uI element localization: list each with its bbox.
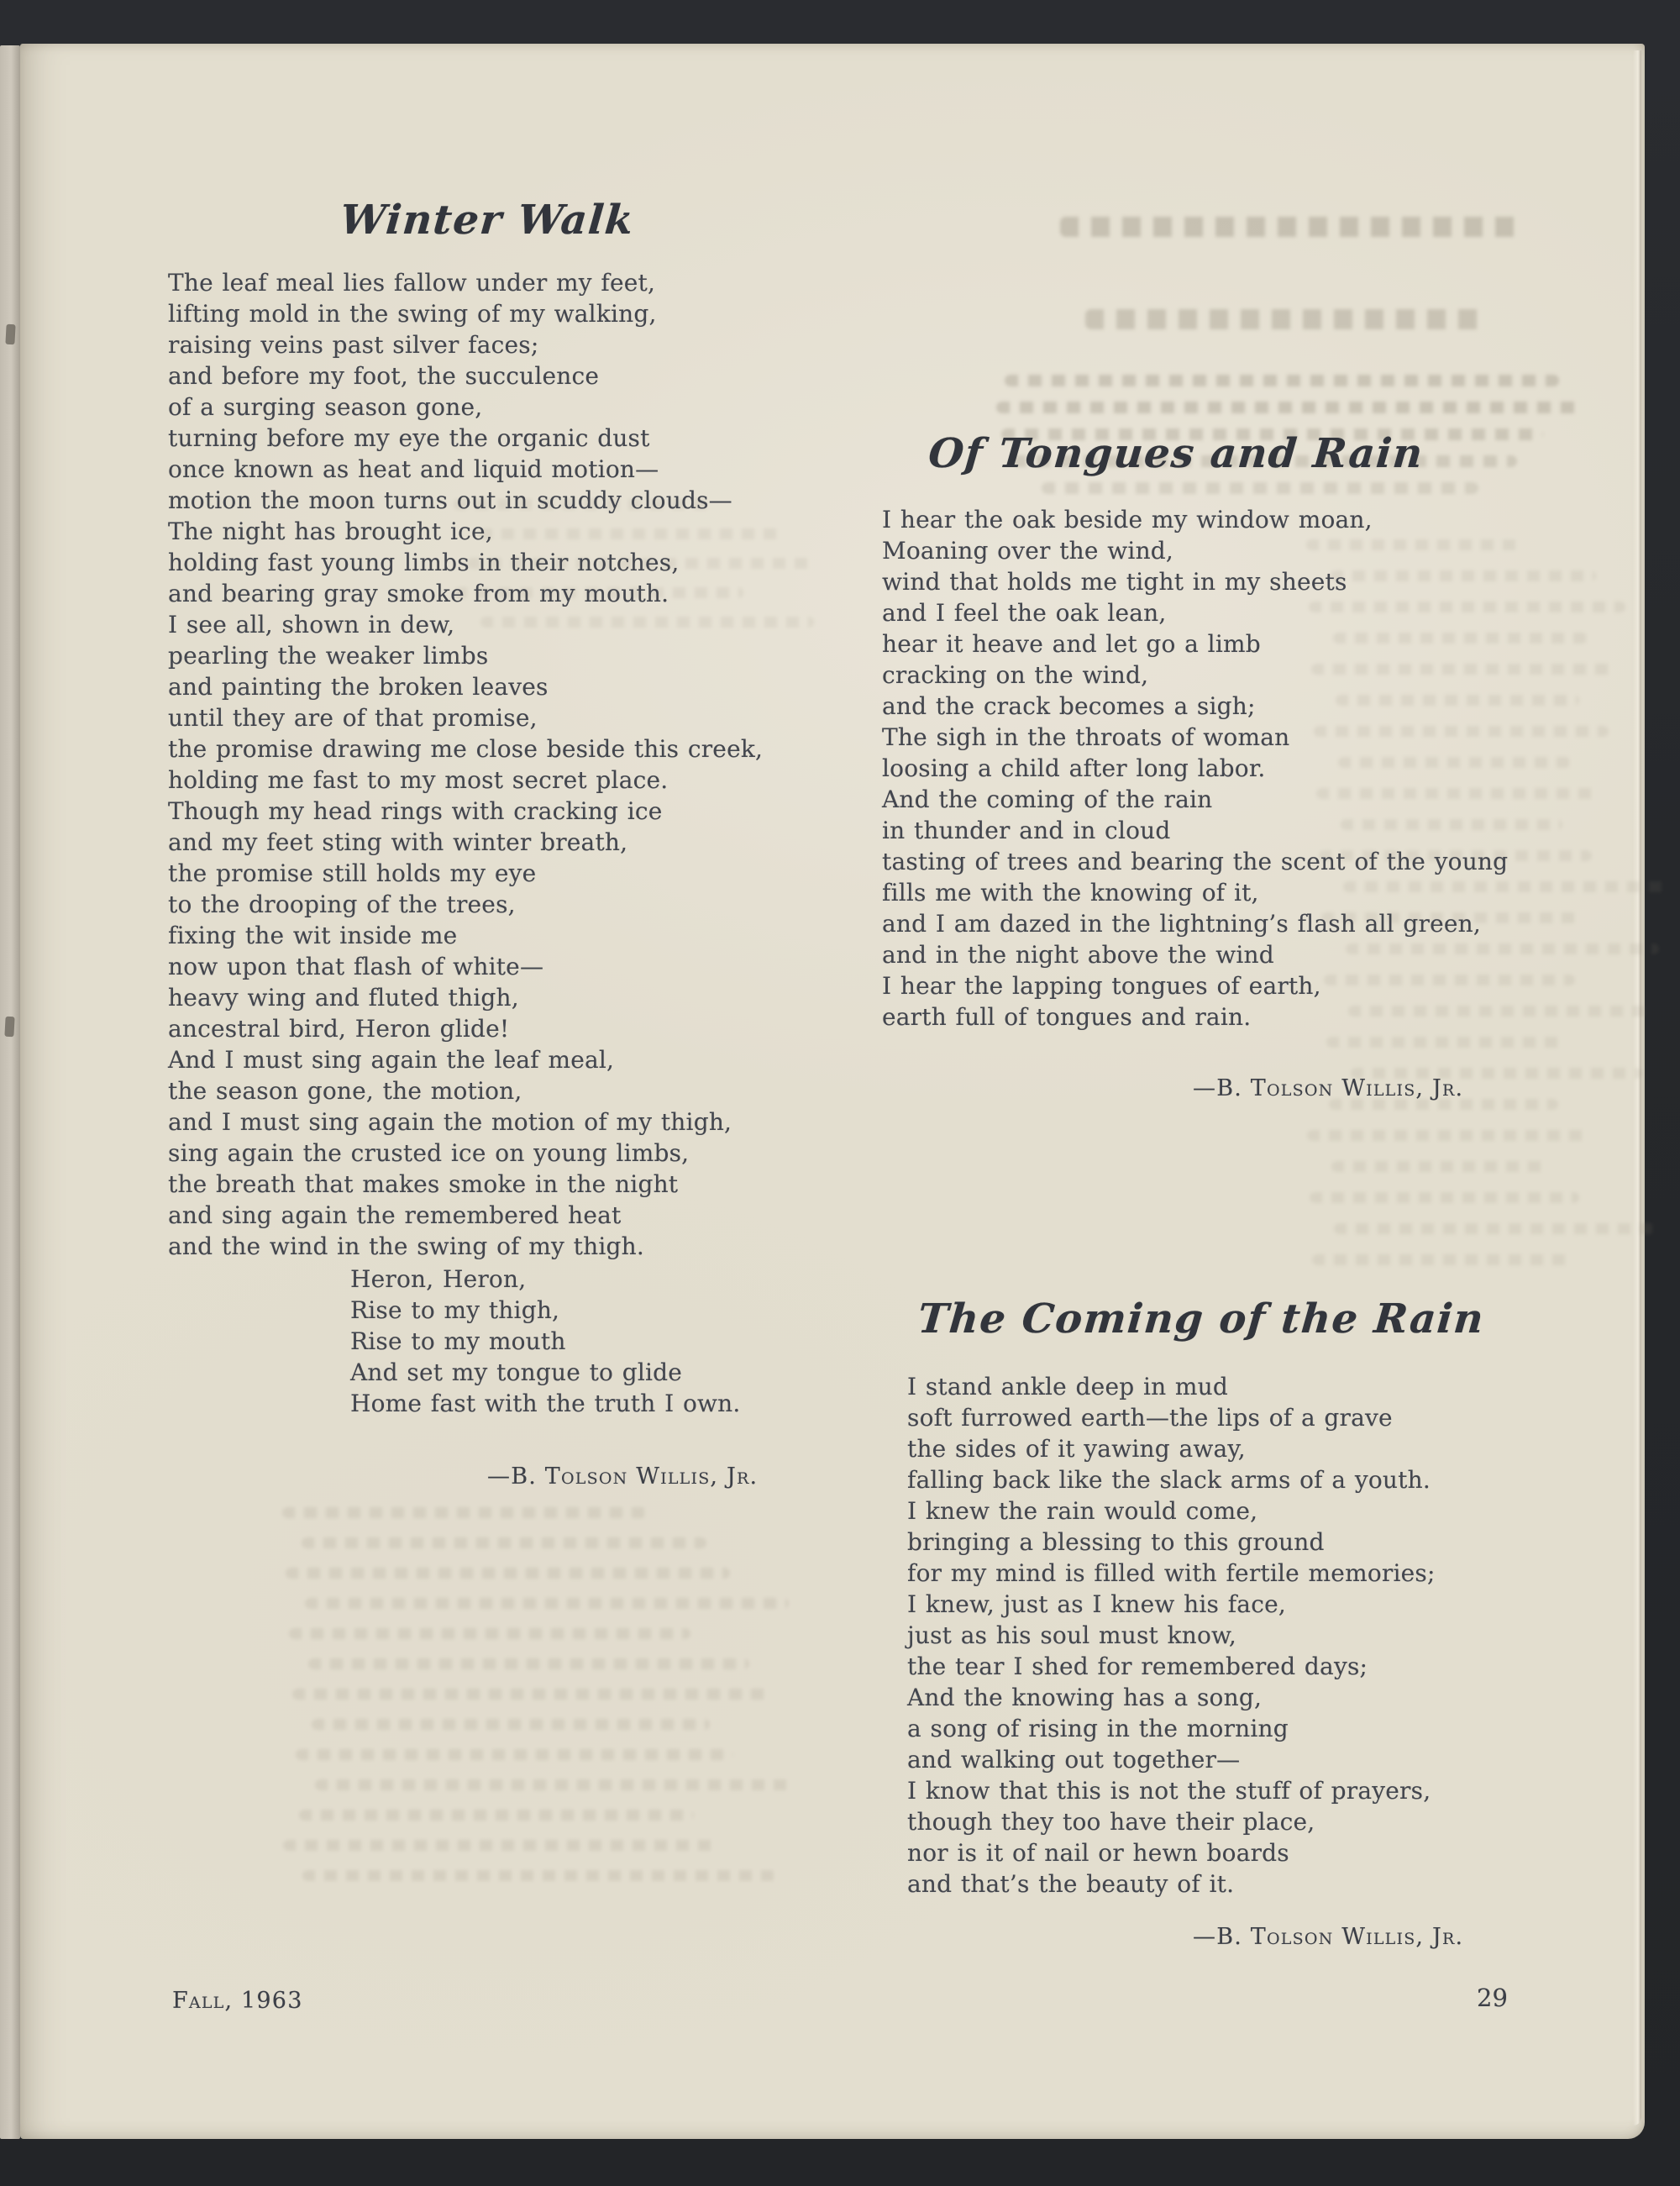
bleed-through-smudge xyxy=(996,402,1580,413)
bleed-through-smudge xyxy=(302,1870,776,1881)
poem-line: earth full of tongues and rain. xyxy=(882,1003,1252,1031)
poem-line: heavy wing and fluted thigh, xyxy=(168,984,519,1012)
poem-line: just as his soul must know, xyxy=(907,1621,1236,1649)
bleed-through-smudge xyxy=(1307,1130,1588,1141)
poem-line: a song of rising in the morning xyxy=(907,1715,1289,1742)
poem-winter-walk-refrain xyxy=(350,1264,821,1419)
poem-title-of-tongues-and-rain: Of Tongues and Rain xyxy=(927,430,1425,477)
poem-line: the sides of it yawing away, xyxy=(907,1435,1246,1463)
poem-line: sing again the crusted ice on young limbs, xyxy=(168,1139,690,1167)
bleed-through-smudge xyxy=(308,1658,749,1669)
bleed-through-smudge xyxy=(1331,1161,1550,1172)
poem-line: once known as heat and liquid motion— xyxy=(168,455,659,483)
poem-line: tasting of trees and bearing the scent of the young xyxy=(882,848,1509,875)
bleed-through-smudge xyxy=(292,1689,773,1700)
bleed-through-smudge xyxy=(305,1598,789,1609)
poem-of-tongues-and-rain-attribution: —B. Tolson Willis, Jr. xyxy=(1193,1075,1464,1101)
poem-line: I knew, just as I knew his face, xyxy=(907,1590,1286,1618)
poem-line: lifting mold in the swing of my walking, xyxy=(168,300,657,328)
bleed-through-smudge xyxy=(1085,309,1484,329)
bleed-through-smudge xyxy=(286,1568,730,1579)
poem-line: and that’s the beauty of it. xyxy=(907,1870,1235,1898)
bleed-through-smudge xyxy=(302,1537,706,1548)
poem-line: And the coming of the rain xyxy=(882,786,1213,813)
poem-line: Rise to my mouth xyxy=(350,1327,566,1355)
poem-line: holding me fast to my most secret place. xyxy=(168,766,669,794)
poem-line: the promise drawing me close beside this creek, xyxy=(168,735,764,763)
poem-line: the breath that makes smoke in the night xyxy=(168,1170,679,1198)
poem-line: and the wind in the swing of my thigh. xyxy=(168,1232,644,1260)
poem-line: I knew the rain would come, xyxy=(907,1497,1258,1525)
bleed-through-smudge xyxy=(312,1719,710,1730)
poem-line: Home fast with the truth I own. xyxy=(350,1390,741,1417)
poem-line: holding fast young limbs in their notches, xyxy=(168,549,680,576)
poem-line: and the crack becomes a sigh; xyxy=(882,692,1256,720)
poem-line: turning before my eye the organic dust xyxy=(168,424,650,452)
poem-line: Heron, Heron, xyxy=(350,1265,527,1293)
poem-line: and bearing gray smoke from my mouth. xyxy=(168,580,669,607)
poem-line: I hear the lapping tongues of earth, xyxy=(882,972,1321,1000)
poem-line: and sing again the remembered heat xyxy=(168,1201,622,1229)
poem-line: Rise to my thigh, xyxy=(350,1296,560,1324)
poem-line: The night has brought ice, xyxy=(168,518,493,545)
poem-line: I stand ankle deep in mud xyxy=(907,1373,1229,1400)
poem-line: and I must sing again the motion of my thigh, xyxy=(168,1108,732,1136)
binding-mark xyxy=(4,1017,14,1038)
poem-line: I know that this is not the stuff of prayers, xyxy=(907,1777,1431,1805)
poem-line: Moaning over the wind, xyxy=(882,537,1174,565)
bleed-through-smudge xyxy=(299,1810,694,1821)
poem-line: And I must sing again the leaf meal, xyxy=(168,1046,615,1074)
bleed-through-smudge xyxy=(1042,482,1478,494)
poem-title-the-coming-of-the-rain: The Coming of the Rain xyxy=(916,1295,1487,1343)
footer-issue-label: Fall, 1963 xyxy=(172,1988,303,2014)
bleed-through-smudge xyxy=(282,1507,648,1518)
poem-the-coming-of-the-rain-lines xyxy=(907,1371,1613,1900)
binding-mark xyxy=(5,324,15,345)
bleed-through-smudge xyxy=(315,1779,792,1790)
poem-winter-walk-attribution: —B. Tolson Willis, Jr. xyxy=(487,1463,759,1490)
poem-line: I hear the oak beside my window moan, xyxy=(882,506,1373,533)
poem-title-winter-walk: Winter Walk xyxy=(338,197,637,244)
poem-line: the season gone, the motion, xyxy=(168,1077,522,1105)
poem-line: hear it heave and let go a limb xyxy=(882,630,1261,658)
poem-line: until they are of that promise, xyxy=(168,704,538,732)
poem-of-tongues-and-rain-lines xyxy=(882,504,1588,1033)
poem-line: The leaf meal lies fallow under my feet, xyxy=(168,269,656,297)
poem-line: ancestral bird, Heron glide! xyxy=(168,1015,510,1043)
poem-line: and in the night above the wind xyxy=(882,941,1274,969)
page-stack-edge xyxy=(1633,50,1641,2126)
bleed-through-smudge xyxy=(283,1840,717,1851)
poem-line: bringing a blessing to this ground xyxy=(907,1528,1325,1556)
poem-line: loosing a child after long labor. xyxy=(882,754,1266,782)
poem-line: nor is it of nail or hewn boards xyxy=(907,1839,1289,1867)
bleed-through-smudge xyxy=(1312,1254,1571,1265)
poem-line: motion the moon turns out in scuddy clouds— xyxy=(168,486,732,514)
poem-line: And the knowing has a song, xyxy=(907,1684,1263,1711)
poem-line: wind that holds me tight in my sheets xyxy=(882,568,1347,596)
poem-line: now upon that flash of white— xyxy=(168,953,544,980)
poem-line: I see all, shown in dew, xyxy=(168,611,455,638)
poem-line: in thunder and in cloud xyxy=(882,817,1171,844)
poem-line: And set my tongue to glide xyxy=(350,1358,683,1386)
bleed-through-smudge xyxy=(1060,217,1518,237)
poem-line: and I am dazed in the lightning’s flash all green, xyxy=(882,910,1481,938)
bleed-through-smudge xyxy=(289,1628,690,1639)
bleed-through-smudge xyxy=(1334,1223,1655,1234)
footer-page-number: 29 xyxy=(1477,1984,1508,2012)
poem-line: pearling the weaker limbs xyxy=(168,642,489,670)
underlying-page-edge xyxy=(0,45,20,2139)
poem-line: to the drooping of the trees, xyxy=(168,891,516,918)
poem-line: Though my head rings with cracking ice xyxy=(168,797,663,825)
poem-line: and I feel the oak lean, xyxy=(882,599,1167,627)
bleed-through-smudge xyxy=(1310,1192,1579,1203)
poem-winter-walk-lines xyxy=(168,267,823,1262)
poem-the-coming-of-the-rain-attribution: —B. Tolson Willis, Jr. xyxy=(1193,1924,1464,1950)
poem-line: and before my foot, the succulence xyxy=(168,362,600,390)
poem-line: and my feet sting with winter breath, xyxy=(168,828,628,856)
bleed-through-smudge xyxy=(1005,375,1559,386)
poem-line: and walking out together— xyxy=(907,1746,1241,1773)
poem-line: falling back like the slack arms of a youth. xyxy=(907,1466,1431,1494)
poem-line: and painting the broken leaves xyxy=(168,673,549,701)
poem-line: for my mind is filled with fertile memories; xyxy=(907,1559,1436,1587)
poem-line: raising veins past silver faces; xyxy=(168,331,539,359)
poem-line: fills me with the knowing of it, xyxy=(882,879,1259,906)
poem-line: The sigh in the throats of woman xyxy=(882,723,1290,751)
poem-line: fixing the wit inside me xyxy=(168,922,458,949)
poem-line: soft furrowed earth—the lips of a grave xyxy=(907,1404,1393,1432)
bleed-through-smudge xyxy=(296,1749,733,1760)
poem-line: cracking on the wind, xyxy=(882,661,1149,689)
poem-line: though they too have their place, xyxy=(907,1808,1315,1836)
poem-line: of a surging season gone, xyxy=(168,393,483,421)
poem-line: the tear I shed for remembered days; xyxy=(907,1653,1368,1680)
bleed-through-smudge xyxy=(1326,1037,1567,1048)
poem-line: the promise still holds my eye xyxy=(168,859,537,887)
